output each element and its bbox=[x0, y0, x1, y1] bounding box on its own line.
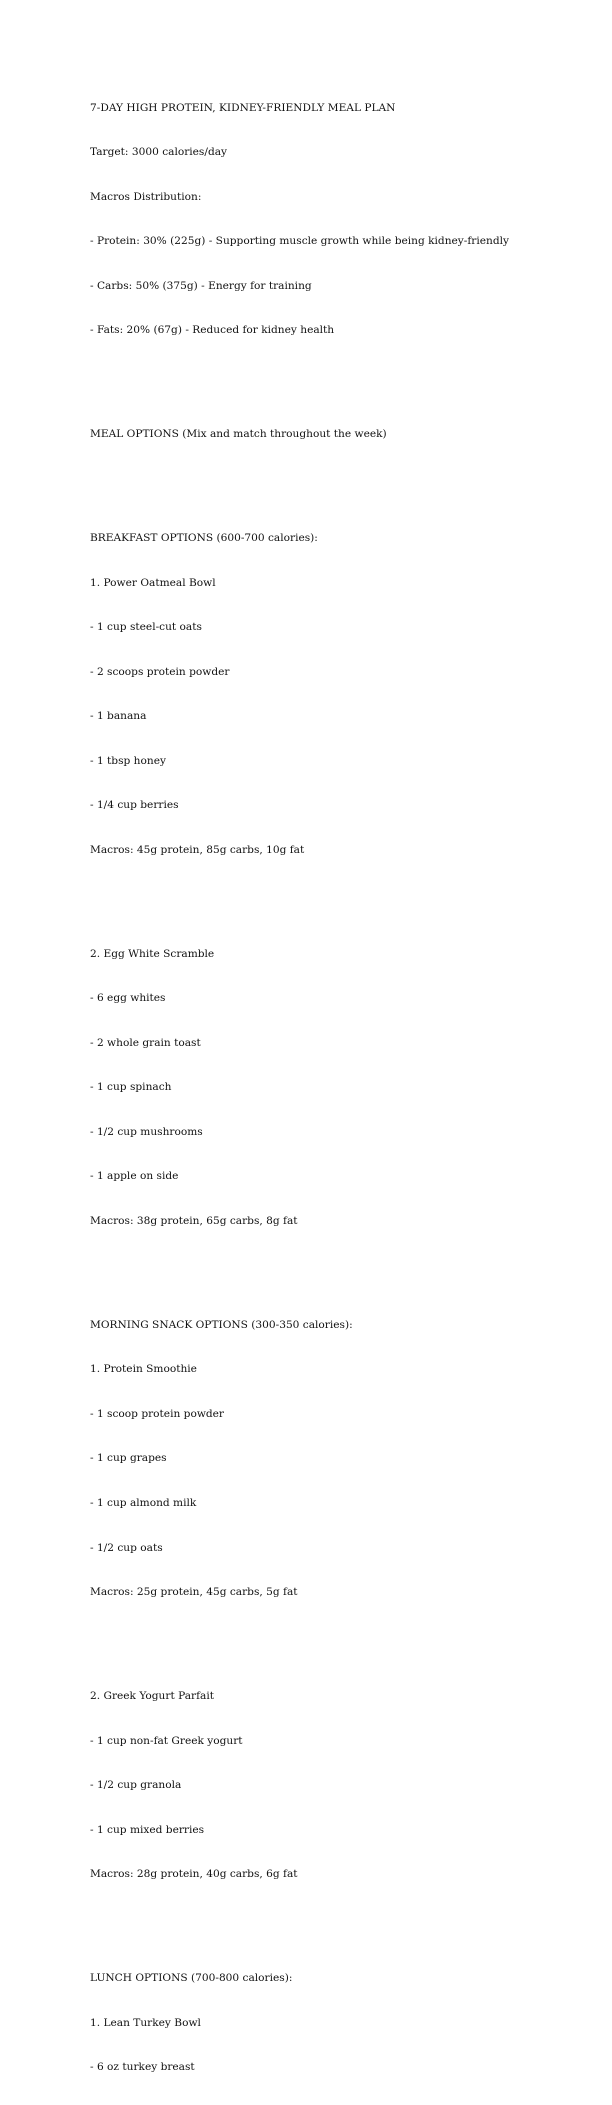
lunch-option-1-title: 1. Lean Turkey Bowl bbox=[90, 2016, 201, 2029]
list-item: - 1/2 cup granola bbox=[90, 1779, 182, 1792]
list-item: - 1 cup non-fat Greek yogurt bbox=[90, 1734, 243, 1747]
document-title: 7-DAY HIGH PROTEIN, KIDNEY-FRIENDLY MEAL PLAN bbox=[90, 101, 396, 114]
spacer bbox=[90, 472, 590, 487]
document-body bbox=[90, 71, 590, 2105]
list-item: - 1/2 cup oats bbox=[90, 1541, 163, 1554]
spacer bbox=[90, 1630, 590, 1645]
breakfast-option-1-title: 1. Power Oatmeal Bowl bbox=[90, 576, 216, 589]
list-item: - 1 cup spinach bbox=[90, 1081, 172, 1094]
list-item: - 1 cup grapes bbox=[90, 1452, 167, 1465]
macros-heading: Macros Distribution: bbox=[90, 190, 202, 203]
morning-snack-heading: MORNING SNACK OPTIONS (300-350 calories): bbox=[90, 1318, 353, 1331]
lunch-heading: LUNCH OPTIONS (700-800 calories): bbox=[90, 1972, 293, 1984]
snack-option-1-macros: Macros: 25g protein, 45g carbs, 5g fat bbox=[90, 1586, 298, 1599]
breakfast-heading: BREAKFAST OPTIONS (600-700 calories): bbox=[90, 532, 318, 545]
meal-options-heading: MEAL OPTIONS (Mix and match throughout the week) bbox=[90, 428, 387, 441]
breakfast-option-1-macros: Macros: 45g protein, 85g carbs, 10g fat bbox=[90, 843, 305, 856]
list-item: - 1 cup steel-cut oats bbox=[90, 621, 202, 634]
breakfast-option-2-macros: Macros: 38g protein, 65g carbs, 8g fat bbox=[90, 1214, 298, 1227]
list-item: - 1/2 cup mushrooms bbox=[90, 1125, 203, 1138]
spacer bbox=[90, 1912, 590, 1927]
snack-option-2-title: 2. Greek Yogurt Parfait bbox=[90, 1689, 214, 1702]
list-item: - 1 cup almond milk bbox=[90, 1497, 197, 1509]
list-item: - 6 oz turkey breast bbox=[90, 2061, 195, 2074]
snack-option-1-title: 1. Protein Smoothie bbox=[90, 1363, 197, 1376]
macro-fats: - Fats: 20% (67g) - Reduced for kidney health bbox=[90, 324, 335, 337]
list-item: - 1 apple on side bbox=[90, 1170, 179, 1183]
list-item: - 1/4 cup berries bbox=[90, 799, 179, 812]
spacer bbox=[90, 887, 590, 902]
list-item: - 1 tbsp honey bbox=[90, 754, 166, 767]
macro-protein: - Protein: 30% (225g) - Supporting muscle growth while being kidney-friendly bbox=[90, 235, 509, 248]
calorie-target: Target: 3000 calories/day bbox=[90, 146, 228, 159]
list-item: - 1 scoop protein powder bbox=[90, 1407, 224, 1420]
list-item: - 2 whole grain toast bbox=[90, 1036, 201, 1049]
list-item: - 2 scoops protein powder bbox=[90, 665, 230, 678]
breakfast-option-2-title: 2. Egg White Scramble bbox=[90, 947, 215, 960]
snack-option-2-macros: Macros: 28g protein, 40g carbs, 6g fat bbox=[90, 1868, 298, 1881]
spacer bbox=[90, 368, 590, 383]
macro-carbs: - Carbs: 50% (375g) - Energy for training bbox=[90, 279, 312, 292]
spacer bbox=[90, 1259, 590, 1274]
list-item: - 1 cup mixed berries bbox=[90, 1823, 205, 1836]
list-item: - 6 egg whites bbox=[90, 992, 166, 1005]
list-item: - 1 banana bbox=[90, 710, 147, 723]
